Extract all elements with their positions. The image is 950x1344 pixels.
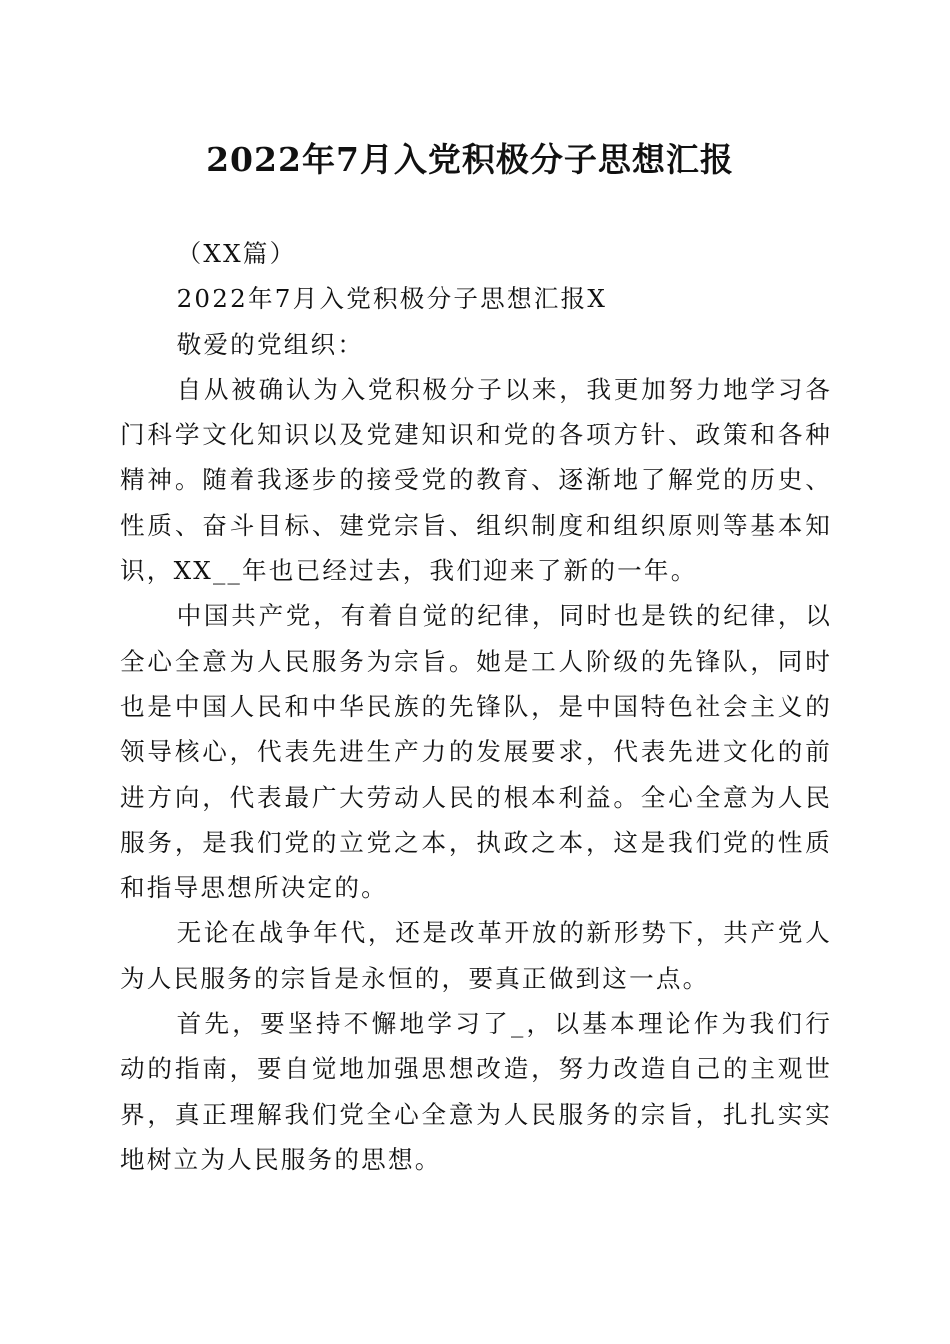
paragraph: 自从被确认为入党积极分子以来，我更加努力地学习各门科学文化知识以及党建知识和党的各项方针、政策和各种精神。随着我逐步的接受党的教育、逐渐地了解党的历史、性质、奋斗目标、建党宗旨、组织制度和组织原则等基本知识，XX__年也已经过去，我们迎来了新的一年。 — [120, 374, 832, 586]
paragraph: 首先，要坚持不懈地学习了_，以基本理论作为我们行动的指南，要自觉地加强思想改造，努力改造自己的主观世界，真正理解我们党全心全意为人民服务的宗旨，扎扎实实地树立为人民服务的思想。 — [120, 1009, 832, 1174]
salutation: 敬爱的党组织： — [176, 329, 365, 359]
heading-line: 2022年7月入党积极分子思想汇报X — [176, 284, 608, 314]
document-title: 2022年7月入党积极分子思想汇报 — [206, 140, 734, 179]
paragraph: 中国共产党，有着自觉的纪律，同时也是铁的纪律，以全心全意为人民服务为宗旨。她是工人阶级的先锋队，同时也是中国人民和中华民族的先锋队，是中国特色社会主义的领导核心，代表先进生产力的发展要求，代表先进文化的前进方向，代表最广大劳动人民的根本利益。全心全意为人民服务，是我们党的立党之本，执政之本，这是我们党的性质和指导思想所决定的。 — [120, 601, 832, 903]
subtitle: （XX篇） — [176, 239, 297, 268]
document-body — [120, 231, 832, 1182]
paragraph: 无论在战争年代，还是改革开放的新形势下，共产党人为人民服务的宗旨是永恒的，要真正做到这一点。 — [120, 918, 832, 993]
